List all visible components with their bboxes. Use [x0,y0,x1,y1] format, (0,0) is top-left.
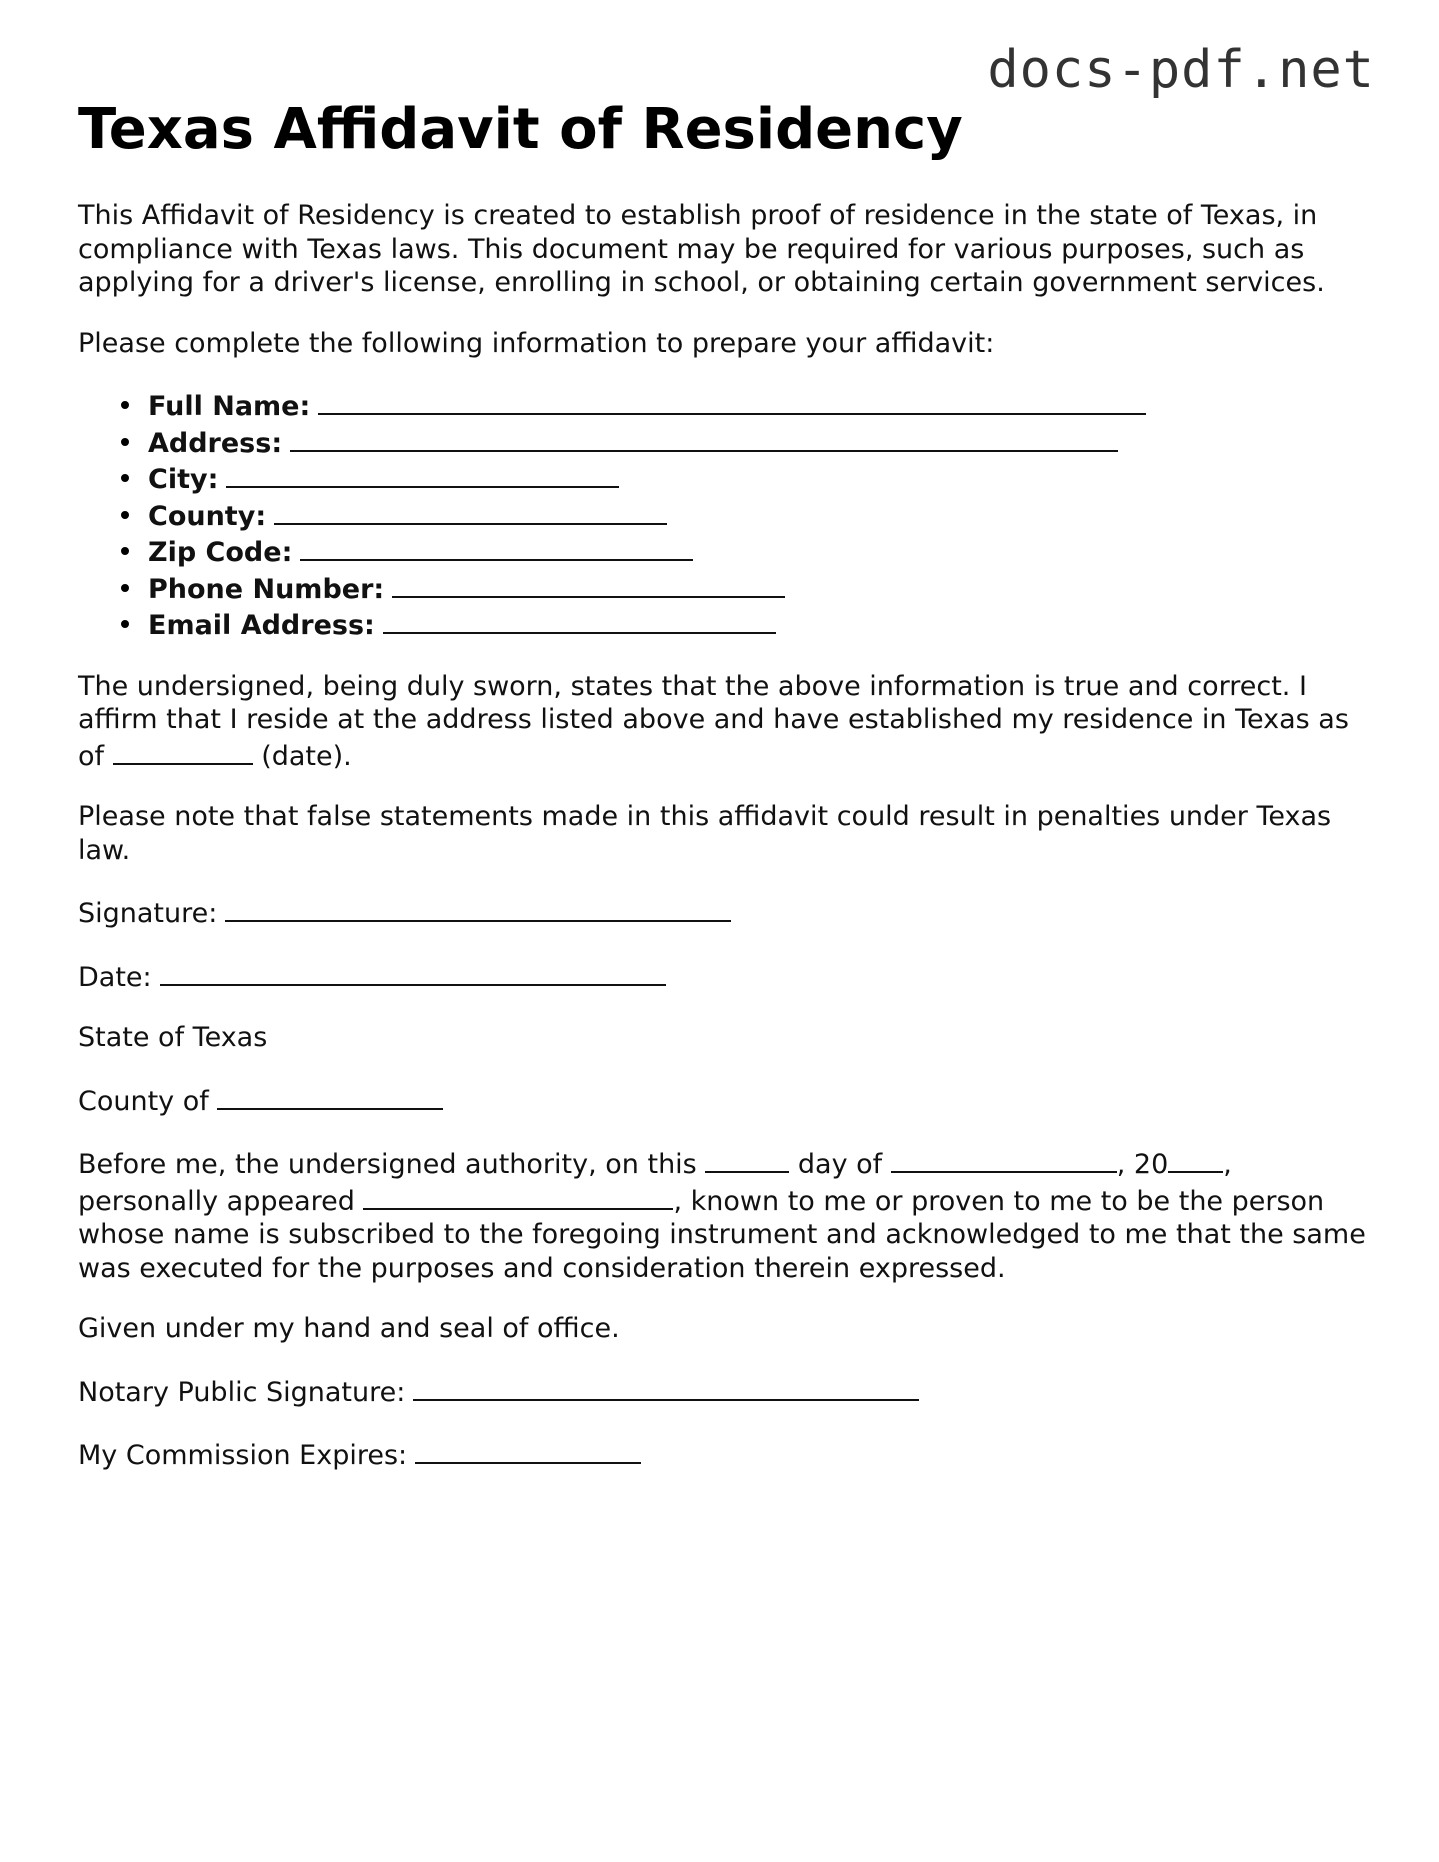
signature-line [78,894,1368,931]
oath-text: The undersigned, being duly sworn, states that the above information is true and correct. I affirm that I reside at the address listed above and have established my residence in Texas as of [78,670,1349,772]
commission-label: My Commission Expires: [78,1440,408,1472]
year-blank[interactable] [1168,1145,1223,1173]
commission-line [78,1436,1368,1473]
date-blank[interactable] [160,958,666,986]
field-phone-number [148,570,1368,607]
appeared-person-blank[interactable] [363,1182,673,1210]
field-address [148,424,1368,461]
notary-signature-label: Notary Public Signature: [78,1376,406,1408]
address-blank[interactable] [290,424,1118,452]
oath-paragraph [78,670,1368,774]
intro-paragraph: This Affidavit of Residency is created to establish proof of residence in the state of Texas, in compliance with Texas laws. This document may be required for various purposes, such as applying for a driver's license, enrolling in school, or obtaining certain government services. [78,200,1325,299]
field-full-name [148,387,1368,424]
full-name-blank[interactable] [318,387,1146,415]
field-county [148,497,1368,534]
field-label: Address: [148,427,283,459]
residence-date-blank[interactable] [113,737,253,765]
zip-code-blank[interactable] [300,533,693,561]
signature-blank[interactable] [225,894,731,922]
month-blank[interactable] [891,1145,1117,1173]
given-line: Given under my hand and seal of office. [78,1313,620,1345]
notary-text: , personally appeared [78,1149,1232,1217]
oath-text-end: (date). [252,740,352,772]
notary-text: day of [789,1149,891,1181]
field-label: Full Name: [148,391,311,423]
notary-text: , 20 [1116,1149,1169,1181]
field-label: Phone Number: [148,573,385,605]
city-blank[interactable] [226,460,619,488]
county-label: County of [78,1085,209,1117]
notary-text: Before me, the undersigned authority, on this [78,1149,706,1181]
affidavit-document [78,96,1368,1500]
field-zip-code [148,533,1368,570]
county-line [78,1082,1368,1119]
notary-signature-line [78,1373,1368,1410]
notary-text: , known to me or proven to me to be the person whose name is subscribed to the foregoing instrument and acknowledged to me that the same was executed for the purposes and consideration therein expressed. [78,1185,1366,1284]
notary-paragraph [78,1145,1368,1285]
county-blank[interactable] [274,497,667,525]
field-email-address [148,606,1368,643]
phone-number-blank[interactable] [392,570,785,598]
state-line: State of Texas [78,1022,268,1054]
date-label: Date: [78,961,152,993]
field-label: Email Address: [148,610,375,642]
signature-label: Signature: [78,898,218,930]
date-line [78,958,1368,995]
instruction-paragraph: Please complete the following information to prepare your affidavit: [78,327,995,359]
commission-expires-blank[interactable] [415,1436,641,1464]
field-label: Zip Code: [148,537,293,569]
document-title: Texas Affidavit of Residency [78,97,963,162]
warning-paragraph: Please note that false statements made in this affidavit could result in penalties under Texas law. [78,801,1332,866]
field-label: County: [148,500,267,532]
watermark-text: docs-pdf.net [987,40,1375,100]
information-field-list [78,387,1368,643]
notary-signature-blank[interactable] [413,1373,919,1401]
field-city [148,460,1368,497]
email-address-blank[interactable] [383,606,776,634]
field-label: City: [148,464,219,496]
county-of-blank[interactable] [217,1082,443,1110]
day-blank[interactable] [705,1145,789,1173]
